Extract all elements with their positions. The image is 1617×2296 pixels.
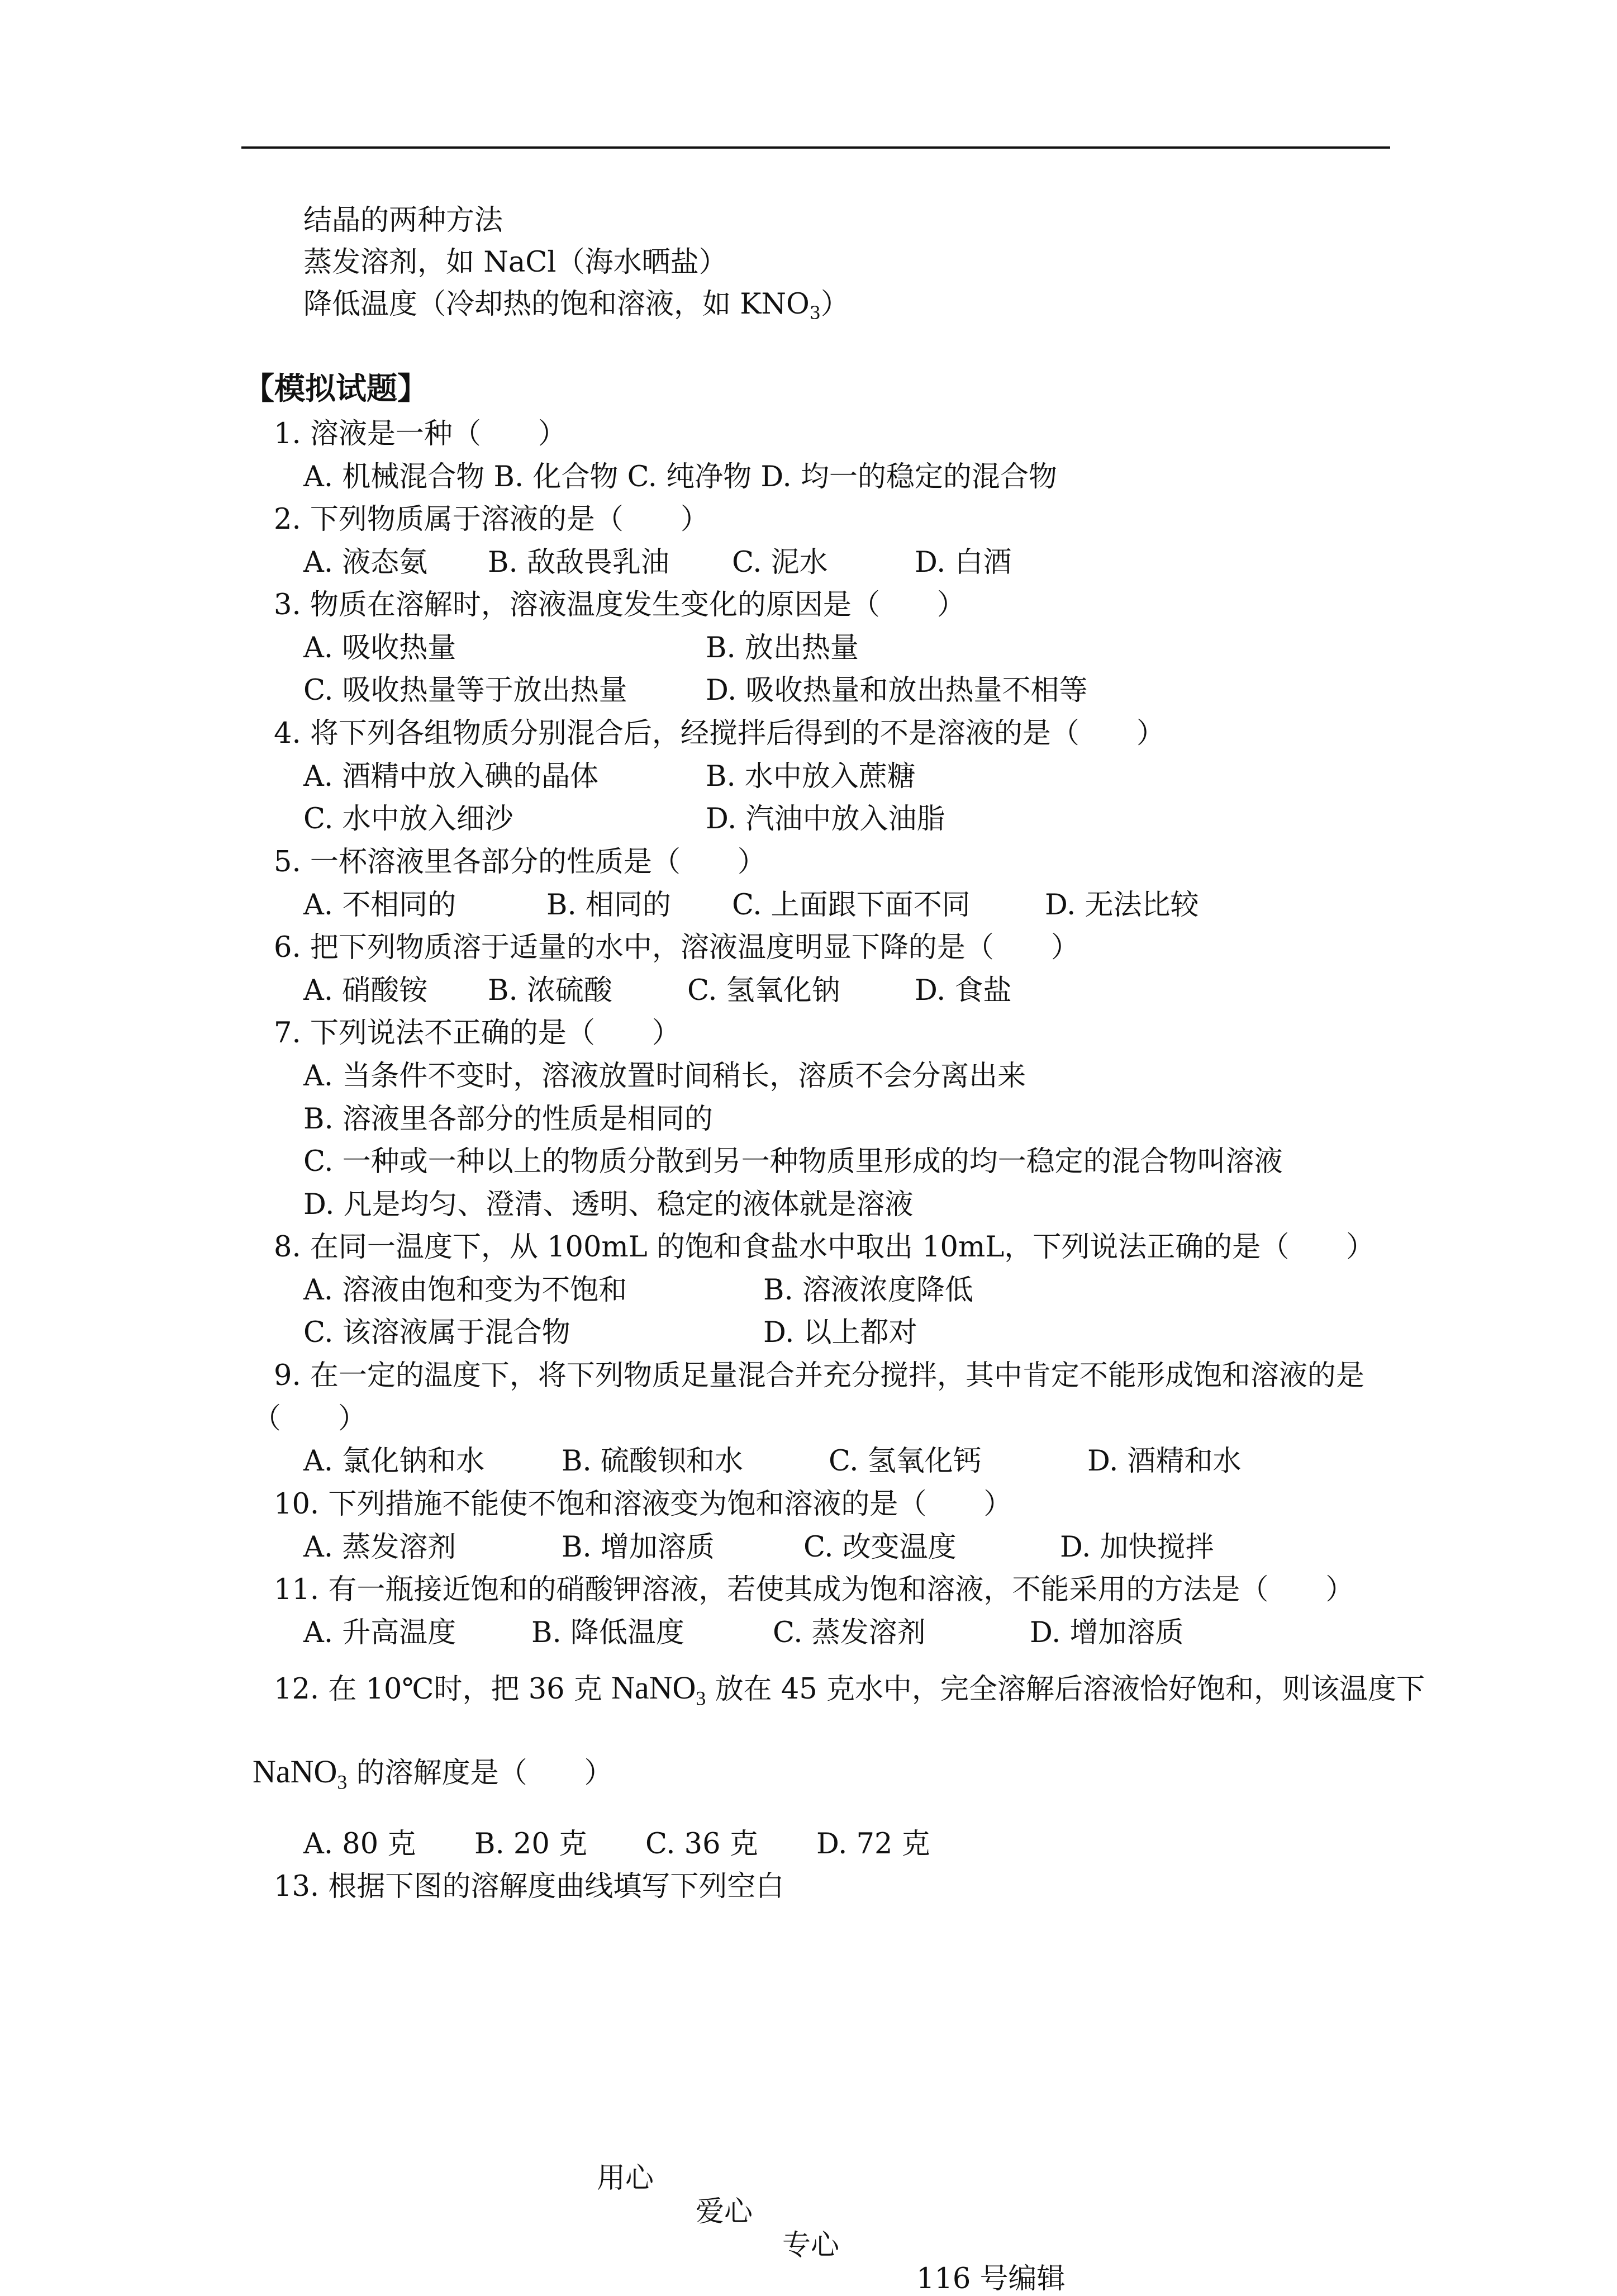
question-2-stem: 2. 下列物质属于溶液的是（ ）	[274, 503, 709, 536]
question-6-stem: 6. 把下列物质溶于适量的水中，溶液温度明显下降的是（ ）	[274, 931, 1079, 964]
question-2-option-d: D. 白酒	[915, 546, 1012, 579]
question-1-options: A. 机械混合物 B. 化合物 C. 纯净物 D. 均一的稳定的混合物	[303, 461, 1057, 494]
question-5-option-c: C. 上面跟下面不同	[732, 889, 971, 922]
header-rule	[241, 146, 1390, 149]
question-12-option-d: D. 72 克	[816, 1828, 930, 1861]
footer-text-3: 专心	[782, 2229, 840, 2262]
question-1-stem: 1. 溶液是一种（ ）	[274, 418, 567, 450]
question-12-option-c: C. 36 克	[645, 1828, 758, 1861]
question-8-stem: 8. 在同一温度下，从 100mL 的饱和食盐水中取出 10mL，下列说法正确的是（ ）	[274, 1231, 1375, 1264]
question-9-option-b: B. 硫酸钡和水	[562, 1445, 743, 1478]
question-9-option-d: D. 酒精和水	[1087, 1445, 1242, 1478]
question-8-option-b: B. 溶液浓度降低	[763, 1274, 973, 1307]
question-12-stem-continued: NaNO$_3$ 的溶解度是（ ）	[253, 1753, 613, 1794]
question-7-option-d: D. 凡是均匀、澄清、透明、稳定的液体就是溶液	[303, 1188, 914, 1221]
footer-text-2: 爱心	[696, 2195, 753, 2228]
question-7-option-a: A. 当条件不变时，溶液放置时间稍长，溶质不会分离出来	[303, 1060, 1026, 1093]
question-11-option-c: C. 蒸发溶剂	[773, 1616, 926, 1649]
intro-method-evaporate: 蒸发溶剂，如 NaCl（海水晒盐）	[303, 246, 727, 279]
question-3-option-c: C. 吸收热量等于放出热量	[303, 674, 627, 707]
question-5-option-a: A. 不相同的	[303, 889, 456, 922]
question-6-option-b: B. 浓硫酸	[488, 974, 612, 1007]
intro-title: 结晶的两种方法	[303, 204, 503, 237]
question-4-option-b: B. 水中放入蔗糖	[706, 760, 916, 793]
question-10-option-c: C. 改变温度	[803, 1531, 957, 1564]
question-7-option-c: C. 一种或一种以上的物质分散到另一种物质里形成的均一稳定的混合物叫溶液	[303, 1145, 1283, 1178]
question-12-stem: 12. 在 10℃时，把 36 克 NaNO$_3$ 放在 45 克水中，完全溶解后溶液恰好饱和，则该温度下	[274, 1669, 1425, 1710]
question-11-option-a: A. 升高温度	[303, 1616, 456, 1649]
question-3-stem: 3. 物质在溶解时，溶液温度发生变化的原因是（ ）	[274, 589, 966, 622]
question-3-option-a: A. 吸收热量	[303, 632, 456, 665]
question-4-option-a: A. 酒精中放入碘的晶体	[303, 760, 599, 793]
question-12-option-b: B. 20 克	[474, 1828, 588, 1861]
nano3-formula: NaNO$_3$	[611, 1669, 706, 1710]
question-11-option-d: D. 增加溶质	[1030, 1616, 1184, 1649]
question-3-option-d: D. 吸收热量和放出热量不相等	[706, 674, 1088, 707]
question-6-option-c: C. 氢氧化钠	[687, 974, 840, 1007]
question-7-stem: 7. 下列说法不正确的是（ ）	[274, 1017, 681, 1050]
question-11-option-b: B. 降低温度	[531, 1616, 684, 1649]
question-9-option-a: A. 氯化钠和水	[303, 1445, 485, 1478]
question-4-stem: 4. 将下列各组物质分别混合后，经搅拌后得到的不是溶液的是（ ）	[274, 717, 1165, 750]
question-10-stem: 10. 下列措施不能使不饱和溶液变为饱和溶液的是（ ）	[274, 1488, 1012, 1521]
question-4-option-d: D. 汽油中放入油脂	[706, 803, 945, 836]
question-5-option-b: B. 相同的	[546, 889, 671, 922]
question-13-stem: 13. 根据下图的溶解度曲线填写下列空白	[274, 1870, 784, 1903]
question-9-option-c: C. 氢氧化钙	[829, 1445, 982, 1478]
question-2-option-a: A. 液态氨	[303, 546, 428, 579]
question-2-option-c: C. 泥水	[732, 546, 828, 579]
question-10-option-a: A. 蒸发溶剂	[303, 1531, 456, 1564]
question-8-option-a: A. 溶液由饱和变为不饱和	[303, 1274, 627, 1307]
question-11-stem: 11. 有一瓶接近饱和的硝酸钾溶液，若使其成为饱和溶液，不能采用的方法是（ ）	[274, 1573, 1354, 1606]
question-5-stem: 5. 一杯溶液里各部分的性质是（ ）	[274, 846, 766, 879]
footer-text-4: 116 号编辑	[916, 2262, 1066, 2295]
section-title: 【模拟试题】	[244, 370, 429, 406]
question-12-option-a: A. 80 克	[303, 1828, 416, 1861]
intro-method-cool: 降低温度（冷却热的饱和溶液，如 $KNO_3$）	[303, 288, 849, 324]
question-10-option-d: D. 加快搅拌	[1060, 1531, 1214, 1564]
question-8-option-d: D. 以上都对	[763, 1316, 917, 1349]
question-2-option-b: B. 敌敌畏乳油	[488, 546, 669, 579]
question-5-option-d: D. 无法比较	[1045, 889, 1199, 922]
nano3-formula: NaNO$_3$	[253, 1753, 348, 1794]
question-10-option-b: B. 增加溶质	[562, 1531, 715, 1564]
question-7-option-b: B. 溶液里各部分的性质是相同的	[303, 1103, 713, 1136]
question-8-option-c: C. 该溶液属于混合物	[303, 1316, 570, 1349]
footer-text-1: 用心	[597, 2162, 654, 2195]
question-4-option-c: C. 水中放入细沙	[303, 803, 513, 836]
question-9-stem: 9. 在一定的温度下，将下列物质足量混合并充分搅拌，其中肯定不能形成饱和溶液的是	[274, 1359, 1364, 1392]
question-9-answer-blank: （ ）	[253, 1402, 367, 1435]
question-6-option-d: D. 食盐	[915, 974, 1012, 1007]
page-footer	[0, 2128, 1617, 2295]
question-3-option-b: B. 放出热量	[706, 632, 859, 665]
question-6-option-a: A. 硝酸铵	[303, 974, 428, 1007]
